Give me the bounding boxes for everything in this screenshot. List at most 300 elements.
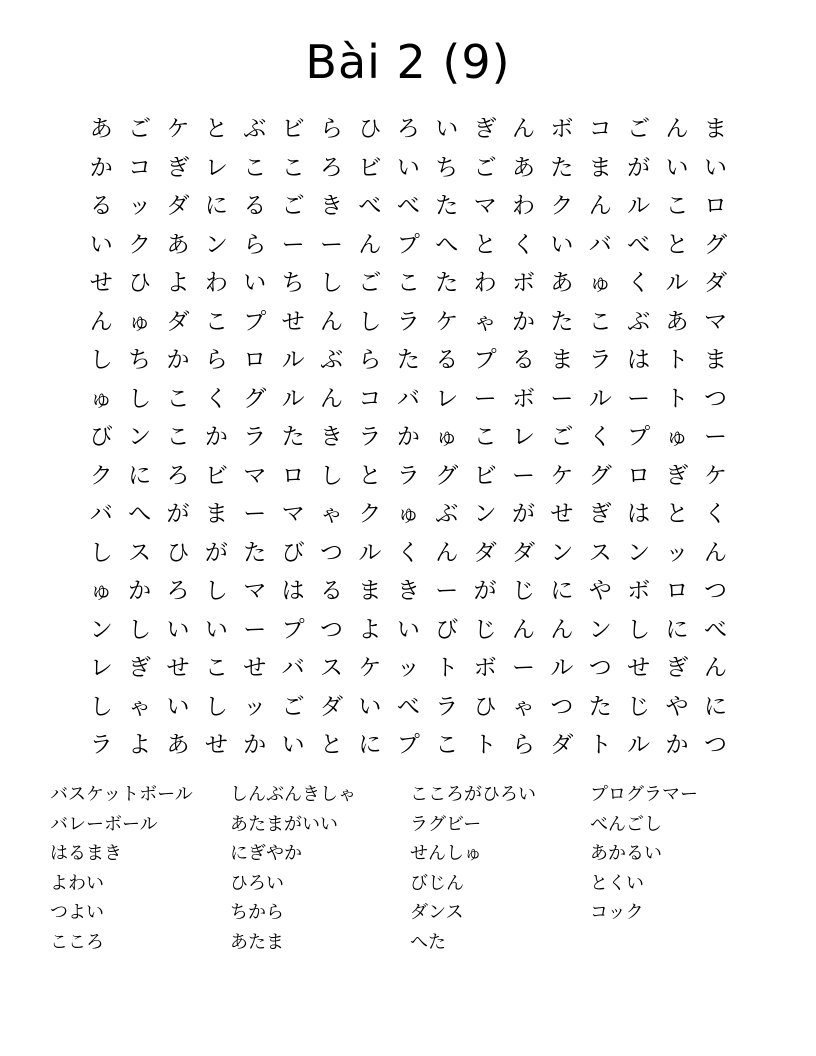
grid-cell: ー <box>281 231 305 258</box>
grid-cell: や <box>588 578 612 604</box>
grid-cell: く <box>627 270 651 296</box>
grid-cell: ッ <box>128 193 152 219</box>
grid-cell: ゃ <box>511 693 535 720</box>
word-search-grid <box>82 110 735 765</box>
grid-cell: ト <box>435 655 459 681</box>
grid-cell: し <box>204 693 228 720</box>
grid-cell: と <box>320 732 344 758</box>
grid-cell: べ <box>358 193 382 219</box>
grid-cell: よ <box>128 732 152 758</box>
grid-cell: わ <box>204 270 228 296</box>
grid-row <box>82 457 735 496</box>
grid-cell: は <box>627 501 651 527</box>
grid-cell: し <box>204 578 228 604</box>
grid-cell: ゃ <box>473 308 497 335</box>
grid-cell: ゃ <box>320 501 344 527</box>
grid-cell: に <box>703 693 727 720</box>
grid-cell: こ <box>166 385 190 412</box>
grid-cell: コ <box>358 385 382 412</box>
grid-cell: ら <box>320 116 344 142</box>
grid-cell: ク <box>128 231 152 258</box>
grid-cell: ボ <box>473 655 497 681</box>
grid-row <box>82 649 735 688</box>
grid-cell: ス <box>128 539 152 566</box>
grid-cell: と <box>473 231 497 258</box>
grid-cell: ダ <box>166 308 190 335</box>
grid-cell: か <box>511 308 535 335</box>
grid-cell: ビ <box>358 154 382 181</box>
grid-cell: ル <box>627 193 651 219</box>
grid-cell: つ <box>703 732 727 758</box>
grid-cell: ト <box>665 347 689 373</box>
grid-cell: び <box>281 539 305 566</box>
grid-cell: か <box>128 578 152 604</box>
grid-cell: ひ <box>473 693 497 720</box>
grid-cell: い <box>435 116 459 142</box>
grid-cell: こ <box>665 193 689 219</box>
grid-cell: こ <box>204 308 228 335</box>
grid-cell: に <box>358 732 382 758</box>
grid-cell: と <box>665 501 689 527</box>
grid-cell: せ <box>166 655 190 681</box>
grid-cell: マ <box>243 578 267 604</box>
grid-cell: ス <box>588 539 612 566</box>
grid-cell: せ <box>89 270 113 296</box>
grid-cell: ー <box>703 424 727 450</box>
grid-cell: ラ <box>243 424 267 450</box>
grid-cell: い <box>703 154 727 181</box>
grid-cell: ー <box>320 231 344 258</box>
grid-cell: べ <box>396 693 420 720</box>
grid-cell: レ <box>435 385 459 412</box>
grid-cell: く <box>511 231 535 258</box>
grid-cell: あ <box>89 116 113 142</box>
word-column <box>590 780 770 928</box>
grid-cell: ぶ <box>627 308 651 335</box>
grid-cell: と <box>204 116 228 142</box>
grid-cell: ラ <box>588 347 612 373</box>
grid-cell: べ <box>703 616 727 643</box>
grid-cell: プ <box>396 732 420 758</box>
grid-cell: ぎ <box>665 462 689 489</box>
grid-cell: ゅ <box>435 424 459 450</box>
grid-cell: い <box>358 693 382 720</box>
grid-cell: レ <box>204 154 228 181</box>
grid-cell: と <box>665 231 689 258</box>
grid-cell: ラ <box>396 308 420 335</box>
grid-cell: こ <box>166 424 190 450</box>
grid-cell: か <box>243 732 267 758</box>
grid-cell: こ <box>396 270 420 296</box>
grid-cell: ろ <box>396 116 420 142</box>
grid-row <box>82 226 735 265</box>
grid-cell: く <box>588 424 612 450</box>
grid-cell: し <box>89 347 113 373</box>
grid-cell: ト <box>588 732 612 758</box>
grid-cell: ぎ <box>588 501 612 527</box>
grid-cell: ダ <box>703 270 727 296</box>
grid-cell: ゅ <box>89 578 113 604</box>
word-column <box>410 780 590 958</box>
grid-cell: あ <box>550 270 574 296</box>
grid-cell: ろ <box>320 154 344 181</box>
grid-cell: し <box>89 693 113 720</box>
word-list-item: せんしゅ <box>410 843 482 865</box>
grid-cell: ン <box>89 616 113 643</box>
grid-cell: ラ <box>396 462 420 489</box>
word-list-item: こころ <box>50 931 104 953</box>
grid-cell: ち <box>281 270 305 296</box>
grid-cell: か <box>204 424 228 450</box>
grid-cell: ご <box>128 116 152 142</box>
word-list-item: しんぶんきしゃ <box>230 784 356 805</box>
grid-cell: ッ <box>243 693 267 720</box>
grid-row <box>82 341 735 380</box>
grid-cell: る <box>89 193 113 219</box>
grid-cell: き <box>396 578 420 604</box>
grid-cell: つ <box>703 385 727 412</box>
grid-cell: ル <box>281 347 305 373</box>
word-list-item: よわい <box>50 872 104 894</box>
grid-cell: し <box>627 616 651 643</box>
grid-cell: か <box>396 424 420 450</box>
grid-cell: は <box>281 578 305 604</box>
grid-cell: る <box>511 347 535 373</box>
grid-cell: せ <box>243 655 267 681</box>
grid-cell: ゃ <box>128 693 152 720</box>
word-list-item: あかるい <box>590 843 662 865</box>
grid-cell: ク <box>550 193 574 219</box>
grid-cell: ご <box>627 116 651 142</box>
grid-cell: よ <box>166 270 190 296</box>
grid-cell: ー <box>243 501 267 527</box>
grid-cell: し <box>89 539 113 566</box>
grid-cell: に <box>665 616 689 643</box>
grid-cell: バ <box>89 501 113 527</box>
grid-cell: ん <box>435 539 459 566</box>
grid-cell: べ <box>627 231 651 258</box>
grid-cell: ボ <box>511 385 535 412</box>
grid-cell: ん <box>550 616 574 643</box>
grid-cell: ロ <box>243 347 267 373</box>
grid-cell: ぶ <box>243 116 267 142</box>
word-column <box>230 780 410 958</box>
grid-cell: こ <box>281 154 305 181</box>
grid-cell: ト <box>665 385 689 412</box>
grid-cell: ん <box>588 193 612 219</box>
grid-cell: グ <box>435 462 459 489</box>
grid-cell: ろ <box>166 462 190 489</box>
grid-cell: ー <box>243 616 267 643</box>
grid-cell: ビ <box>204 462 228 489</box>
grid-cell: ま <box>703 116 727 142</box>
grid-cell: ぎ <box>166 154 190 181</box>
grid-cell: わ <box>473 270 497 296</box>
page-title: Bài 2 (9) <box>305 35 511 89</box>
grid-cell: ケ <box>166 116 190 142</box>
grid-cell: ゅ <box>128 308 152 335</box>
grid-cell: ら <box>358 347 382 373</box>
grid-row <box>82 110 735 149</box>
grid-cell: た <box>243 539 267 566</box>
grid-cell: ひ <box>128 270 152 296</box>
grid-cell: ル <box>281 385 305 412</box>
grid-cell: ラ <box>89 732 113 758</box>
grid-cell: ダ <box>511 539 535 566</box>
grid-cell: い <box>281 732 305 758</box>
grid-cell: ご <box>473 154 497 181</box>
grid-cell: び <box>89 424 113 450</box>
grid-cell: ロ <box>703 193 727 219</box>
grid-cell: ご <box>550 424 574 450</box>
grid-cell: ケ <box>550 462 574 489</box>
grid-cell: き <box>320 424 344 450</box>
grid-cell: ん <box>89 308 113 335</box>
grid-cell: せ <box>550 501 574 527</box>
grid-cell: ぎ <box>128 655 152 681</box>
grid-row <box>82 380 735 419</box>
grid-cell: い <box>550 231 574 258</box>
grid-cell: か <box>166 347 190 373</box>
grid-cell: コ <box>588 116 612 142</box>
grid-row <box>82 264 735 303</box>
grid-cell: ク <box>89 462 113 489</box>
grid-cell: じ <box>627 693 651 720</box>
grid-cell: グ <box>703 231 727 258</box>
grid-cell: つ <box>320 539 344 566</box>
grid-cell: ち <box>128 347 152 373</box>
grid-cell: ダ <box>320 693 344 720</box>
grid-cell: ケ <box>435 308 459 335</box>
grid-cell: ん <box>320 385 344 412</box>
word-list-item: ひろい <box>230 872 284 894</box>
grid-cell: は <box>627 347 651 373</box>
grid-cell: あ <box>511 154 535 181</box>
grid-cell: ル <box>627 732 651 758</box>
word-list-item: にぎやか <box>230 843 302 865</box>
grid-cell: プ <box>243 308 267 335</box>
grid-cell: レ <box>511 424 535 450</box>
grid-cell: ケ <box>703 462 727 489</box>
grid-cell: つ <box>320 616 344 643</box>
grid-cell: ン <box>204 231 228 258</box>
grid-row <box>82 418 735 457</box>
grid-cell: ー <box>627 385 651 412</box>
grid-cell: る <box>435 347 459 373</box>
grid-cell: く <box>204 385 228 412</box>
grid-row <box>82 572 735 611</box>
grid-row <box>82 187 735 226</box>
grid-cell: い <box>204 616 228 643</box>
grid-cell: か <box>665 732 689 758</box>
word-list-item: はるまき <box>50 843 122 865</box>
grid-cell: ゅ <box>588 270 612 296</box>
grid-cell: せ <box>281 308 305 335</box>
grid-cell: つ <box>588 655 612 681</box>
word-list-item: バスケットボール <box>50 784 193 805</box>
grid-cell: ゅ <box>665 424 689 450</box>
grid-cell: ろ <box>166 578 190 604</box>
grid-cell: ー <box>473 385 497 412</box>
grid-cell: ん <box>358 231 382 258</box>
grid-cell: ビ <box>281 116 305 142</box>
grid-cell: ゅ <box>89 385 113 412</box>
word-list-item: こころがひろい <box>410 784 536 805</box>
grid-cell: た <box>588 693 612 720</box>
grid-cell: プ <box>627 424 651 450</box>
grid-cell: た <box>550 308 574 335</box>
word-list-item: べんごし <box>590 813 662 835</box>
grid-cell: た <box>281 424 305 450</box>
grid-cell: く <box>703 501 727 527</box>
grid-cell: せ <box>204 732 228 758</box>
grid-cell: こ <box>435 732 459 758</box>
grid-cell: ん <box>511 616 535 643</box>
grid-row <box>82 611 735 650</box>
grid-cell: た <box>396 347 420 373</box>
grid-cell: ダ <box>550 732 574 758</box>
grid-cell: ま <box>358 578 382 604</box>
grid-cell: ル <box>550 655 574 681</box>
grid-cell: が <box>166 501 190 527</box>
grid-cell: ひ <box>358 116 382 142</box>
grid-cell: に <box>550 578 574 604</box>
grid-cell: バ <box>588 231 612 258</box>
grid-cell: ー <box>511 462 535 489</box>
grid-cell: ル <box>665 270 689 296</box>
grid-cell: ひ <box>166 539 190 566</box>
grid-cell: ボ <box>627 578 651 604</box>
grid-cell: が <box>204 539 228 566</box>
grid-cell: ボ <box>550 116 574 142</box>
grid-cell: ま <box>588 154 612 181</box>
grid-cell: ち <box>435 154 459 181</box>
grid-cell: べ <box>396 193 420 219</box>
word-list-item: コック <box>590 902 644 924</box>
grid-cell: や <box>665 693 689 720</box>
grid-cell: い <box>396 154 420 181</box>
grid-cell: に <box>128 462 152 489</box>
grid-cell: ー <box>511 655 535 681</box>
grid-cell: あ <box>665 308 689 335</box>
word-list-item: ちから <box>230 902 284 924</box>
grid-cell: が <box>627 154 651 181</box>
grid-cell: ス <box>320 655 344 681</box>
grid-cell: に <box>204 193 228 219</box>
grid-cell: ケ <box>358 655 382 681</box>
grid-cell: こ <box>588 308 612 335</box>
grid-cell: マ <box>473 193 497 219</box>
grid-cell: マ <box>243 462 267 489</box>
grid-cell: し <box>320 462 344 489</box>
word-list-item: へた <box>410 931 446 953</box>
grid-cell: ロ <box>665 578 689 604</box>
grid-cell: ル <box>588 385 612 412</box>
grid-cell: き <box>320 193 344 219</box>
grid-cell: ト <box>473 732 497 758</box>
grid-cell: プ <box>396 231 420 258</box>
grid-cell: ん <box>320 308 344 335</box>
grid-cell: グ <box>243 385 267 412</box>
grid-cell: ン <box>550 539 574 566</box>
word-list-item: あたま <box>230 931 284 953</box>
grid-cell: ん <box>511 116 535 142</box>
grid-cell: ン <box>128 424 152 450</box>
grid-cell: ら <box>204 347 228 373</box>
grid-cell: く <box>396 539 420 566</box>
grid-cell: ッ <box>396 655 420 681</box>
grid-row <box>82 726 735 765</box>
grid-cell: ン <box>588 616 612 643</box>
grid-cell: ダ <box>166 193 190 219</box>
grid-cell: し <box>320 270 344 296</box>
grid-cell: い <box>243 270 267 296</box>
grid-cell: じ <box>473 616 497 643</box>
grid-cell: た <box>550 154 574 181</box>
grid-cell: い <box>396 616 420 643</box>
grid-cell: こ <box>473 424 497 450</box>
word-list-item: プログラマー <box>590 784 698 805</box>
grid-cell: る <box>243 193 267 219</box>
word-list-item: あたまがいい <box>230 813 338 835</box>
grid-cell: し <box>358 308 382 335</box>
grid-cell: グ <box>588 462 612 489</box>
grid-cell: ル <box>358 539 382 566</box>
grid-cell: び <box>435 616 459 643</box>
grid-cell: コ <box>128 154 152 181</box>
grid-cell: プ <box>281 616 305 643</box>
grid-cell: い <box>665 154 689 181</box>
grid-cell: ン <box>627 539 651 566</box>
grid-cell: ご <box>281 193 305 219</box>
grid-cell: ー <box>435 578 459 604</box>
grid-cell: ら <box>243 231 267 258</box>
grid-cell: ま <box>204 501 228 527</box>
grid-cell: バ <box>281 655 305 681</box>
grid-cell: ー <box>550 385 574 412</box>
grid-cell: つ <box>703 578 727 604</box>
grid-cell: ん <box>665 116 689 142</box>
grid-row <box>82 303 735 342</box>
grid-cell: プ <box>473 347 497 373</box>
grid-cell: ぶ <box>320 347 344 373</box>
grid-cell: ぶ <box>435 501 459 527</box>
grid-cell: ぎ <box>665 655 689 681</box>
grid-cell: ロ <box>627 462 651 489</box>
grid-cell: い <box>166 693 190 720</box>
grid-cell: ダ <box>473 539 497 566</box>
word-list-item: ラグビー <box>410 813 482 835</box>
word-list-item: つよい <box>50 902 104 924</box>
word-column <box>50 780 230 958</box>
grid-cell: ラ <box>435 693 459 720</box>
grid-cell: あ <box>166 732 190 758</box>
grid-cell: マ <box>281 501 305 527</box>
grid-row <box>82 534 735 573</box>
grid-cell: い <box>89 231 113 258</box>
grid-row <box>82 149 735 188</box>
grid-cell: ぎ <box>473 116 497 142</box>
grid-cell: ロ <box>281 462 305 489</box>
grid-cell: ッ <box>665 539 689 566</box>
grid-cell: バ <box>396 385 420 412</box>
grid-row <box>82 495 735 534</box>
grid-cell: レ <box>89 655 113 681</box>
grid-cell: し <box>128 616 152 643</box>
grid-cell: と <box>358 462 382 489</box>
grid-cell: つ <box>550 693 574 720</box>
word-list-item: ダンス <box>410 902 464 924</box>
